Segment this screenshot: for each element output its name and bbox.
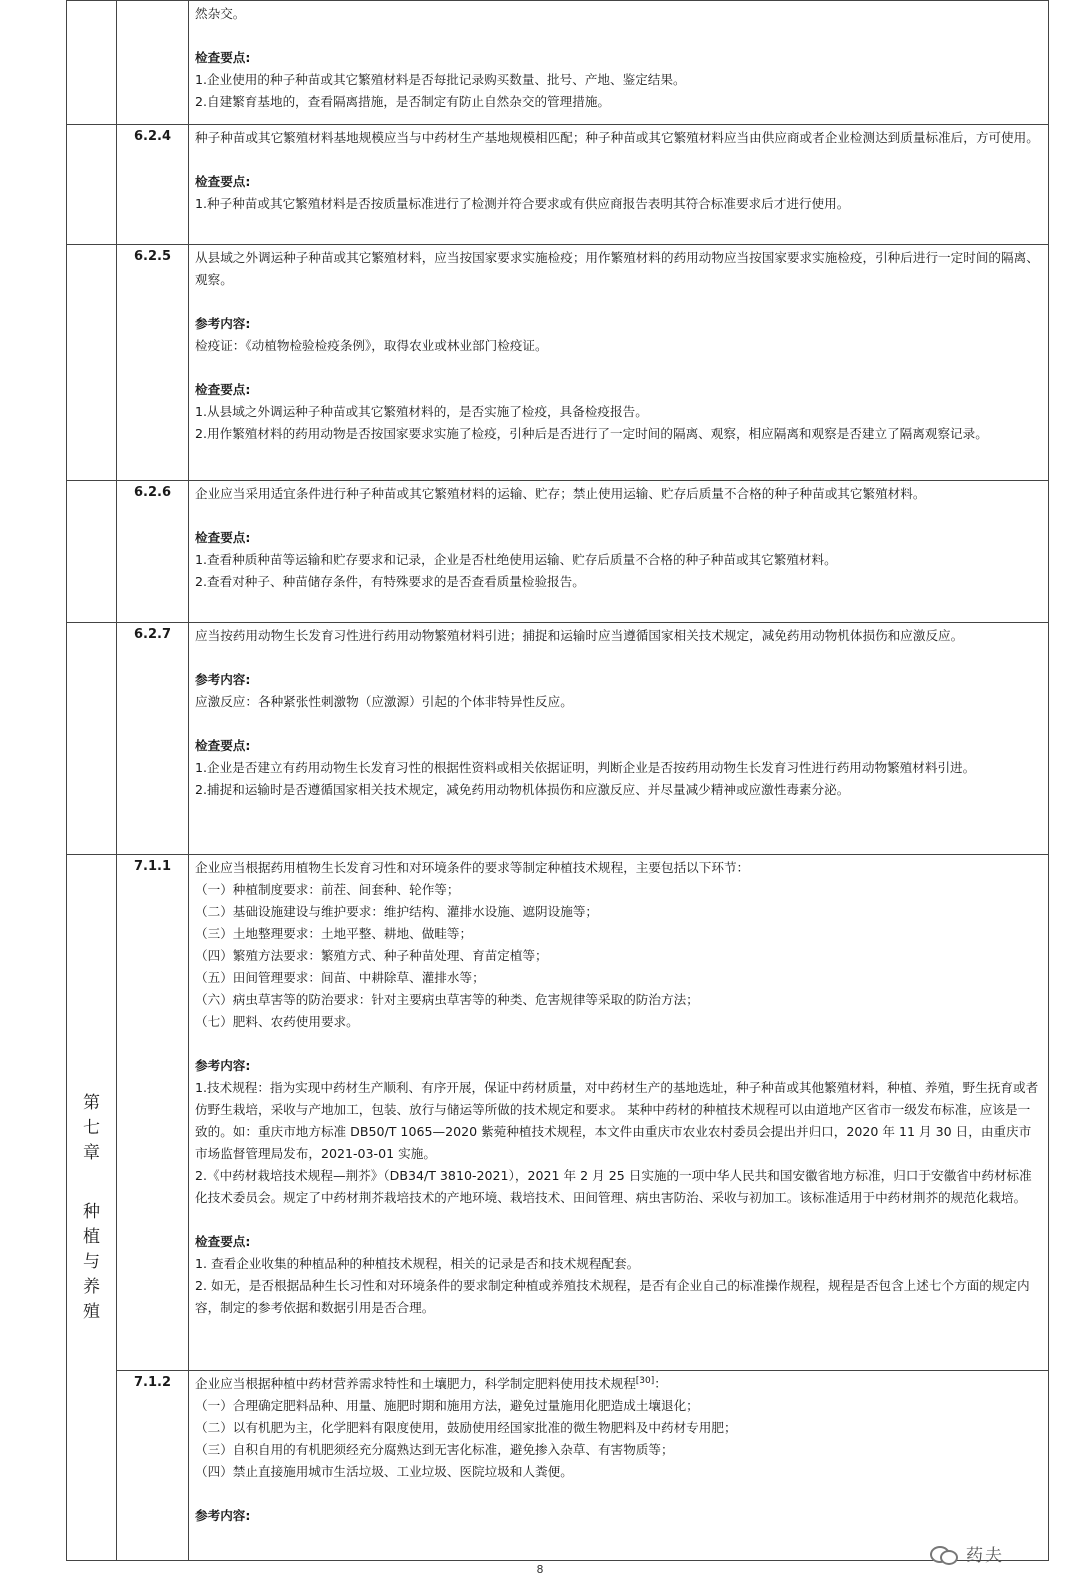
table-row [67, 1371, 1049, 1561]
text-line: （七）肥料、农药使用要求。 [195, 1014, 359, 1029]
clause-lead: 企业应当根据种植中药材营养需求特性和土壤肥力，科学制定肥料使用技术规程[30]： [195, 1375, 667, 1391]
clause-body [189, 245, 1049, 481]
text-line: 2.查看对种子、种苗储存条件，有特殊要求的是否查看质量检验报告。 [195, 574, 585, 589]
chapter-cell [67, 125, 117, 245]
text-line: 企业应当采用适宜条件进行种子种苗或其它繁殖材料的运输、贮存；禁止使用运输、贮存后质量不合格的种子种苗或其它繁殖材料。 [195, 486, 926, 501]
text-line: （一）合理确定肥料品种、用量、施肥时期和施用方法，避免过量施用化肥造成土壤退化； [195, 1398, 699, 1413]
table-row [67, 481, 1049, 623]
text-line: 2. 如无，是否根据品种生长习性和对环境条件的要求制定种植或养殖技术规程，是否有企业自己的标准操作规程，规程是否包含上述七个方面的规定内容，制定的参考依据和数据引用是否合理。 [195, 1278, 1030, 1315]
section-heading: 检查要点: [195, 738, 251, 753]
section-heading: 检查要点: [195, 50, 251, 65]
text-line: 1.查看种质种苗等运输和贮存要求和记录，企业是否杜绝使用运输、贮存后质量不合格的种子种苗或其它繁殖材料。 [195, 552, 837, 567]
spacer [195, 291, 1042, 313]
spacer [195, 505, 1042, 527]
text-line: （三）土地整理要求：土地平整、耕地、做畦等； [195, 926, 473, 941]
clause-body [189, 481, 1049, 623]
clause-number: 6.2.4 [117, 125, 189, 245]
chapter-cell [67, 481, 117, 623]
text-line: 1. 查看企业收集的种植品种的种植技术规程，相关的记录是否和技术规程配套。 [195, 1256, 640, 1271]
watermark-text: 药夫 [966, 1546, 1004, 1566]
chapter-title-cell [67, 855, 117, 1561]
clause-number: 7.1.1 [117, 855, 189, 1371]
section-heading: 检查要点: [195, 382, 251, 397]
text-line: （四）繁殖方法要求：繁殖方式、种子种苗处理、育苗定植等； [195, 948, 548, 963]
watermark [930, 1541, 1004, 1566]
citation-ref: [30] [635, 1375, 655, 1386]
table-row [67, 125, 1049, 245]
text-line: 1.企业使用的种子种苗或其它繁殖材料是否每批记录购买数量、批号、产地、鉴定结果。 [195, 72, 686, 87]
page-number: 8 [536, 1563, 544, 1576]
clause-body [189, 1371, 1049, 1561]
section-heading: 参考内容: [195, 672, 251, 687]
text-line: 从县域之外调运种子种苗或其它繁殖材料，应当按国家要求实施检疫；用作繁殖材料的药用动物应当按国家要求实施检疫，引种后进行一定时间的隔离、观察。 [195, 250, 1039, 287]
spacer [195, 1209, 1042, 1231]
section-heading: 参考内容: [195, 1508, 251, 1523]
chapter-cell [67, 245, 117, 481]
chapter-cell [67, 1, 117, 125]
text-line: 1.技术规程：指为实现中药材生产顺利、有序开展，保证中药材质量，对中药材生产的基地选址，种子种苗或其他繁殖材料，种植、养殖，野生抚育或者仿野生栽培，采收与产地加工，包装、放行与储运等所做的技术规定和要求。 某种中药材的种植技术规程可以由道地产区省市一级发布标准，应该是一致的。如：重庆市地方标准 DB50/T 1065—2020 紫菀种植技术规程，本文件由重庆市农业农村委员会提出并归口，2020 年 11 月 30 日，由重庆市市场监督管理局发布，2021-03-01 实施。 [195, 1080, 1039, 1161]
text-line: 应激反应：各种紧张性刺激物（应激源）引起的个体非特异性反应。 [195, 694, 573, 709]
spacer [195, 1483, 1042, 1505]
chapter-number: 第七章 [83, 1092, 100, 1163]
text-line: （二）基础设施建设与维护要求：维护结构、灌排水设施、遮阴设施等； [195, 904, 598, 919]
text-line: （四）禁止直接施用城市生活垃圾、工业垃圾、医院垃圾和人粪便。 [195, 1464, 573, 1479]
table-row [67, 1, 1049, 125]
section-heading: 参考内容: [195, 1058, 251, 1073]
text-line: 应当按药用动物生长发育习性进行药用动物繁殖材料引进；捕捉和运输时应当遵循国家相关技术规定，减免药用动物机体损伤和应激反应。 [195, 628, 964, 643]
text-line: 1.企业是否建立有药用动物生长发育习性的根据性资料或相关依据证明，判断企业是否按药用动物生长发育习性进行药用动物繁殖材料引进。 [195, 760, 976, 775]
clause-number: 6.2.5 [117, 245, 189, 481]
clause-body [189, 125, 1049, 245]
section-heading: 检查要点: [195, 530, 251, 545]
text-line: （三）自积自用的有机肥须经充分腐熟达到无害化标准，避免掺入杂草、有害物质等； [195, 1442, 674, 1457]
spacer [195, 25, 1042, 47]
spacer [195, 149, 1042, 171]
text-line: 检疫证：《动植物检验检疫条例》，取得农业或林业部门检疫证。 [195, 338, 548, 353]
text-line: 1.从县域之外调运种子种苗或其它繁殖材料的，是否实施了检疫，具备检疫报告。 [195, 404, 648, 419]
clause-number: 7.1.2 [117, 1371, 189, 1561]
spacer [195, 357, 1042, 379]
spacer [195, 1033, 1042, 1055]
text-line: （二）以有机肥为主，化学肥料有限度使用，鼓励使用经国家批准的微生物肥料及中药材专用肥； [195, 1420, 737, 1435]
wechat-icon [930, 1544, 960, 1564]
chapter-name: 种植与养殖 [83, 1201, 100, 1322]
table-row [67, 245, 1049, 481]
spacer [195, 647, 1042, 669]
text-line: （一）种植制度要求：前茬、间套种、轮作等； [195, 882, 460, 897]
text-line: （六）病虫草害等的防治要求：针对主要病虫草害等的种类、危害规律等采取的防治方法； [195, 992, 699, 1007]
document-page [66, 0, 1048, 1562]
clause-number: 6.2.6 [117, 481, 189, 623]
text-line: 2.《中药材栽培技术规程—荆芥》（DB34/T 3810-2021），2021 年 2 月 25 日实施的一项中华人民共和国安徽省地方标准，归口于安徽省中药材标准化技术委员会。规定了中药材荆芥栽培技术的产地环境、栽培技术、田间管理、病虫害防治、采收与初加工。该标准适用于中药材荆芥的规范化栽培。 [195, 1168, 1032, 1205]
inspection-table [66, 0, 1049, 1561]
text-line: 企业应当根据药用植物生长发育习性和对环境条件的要求等制定种植技术规程，主要包括以下环节： [195, 860, 750, 875]
table-row [67, 855, 1049, 1371]
section-heading: 检查要点: [195, 1234, 251, 1249]
chapter-title [81, 1091, 103, 1325]
text-line: 种子种苗或其它繁殖材料基地规模应当与中药材生产基地规模相匹配；种子种苗或其它繁殖材料应当由供应商或者企业检测达到质量标准后，方可使用。 [195, 130, 1039, 145]
clause-body [189, 855, 1049, 1371]
section-heading: 参考内容: [195, 316, 251, 331]
text-line: 2.用作繁殖材料的药用动物是否按国家要求实施了检疫，引种后是否进行了一定时间的隔离、观察，相应隔离和观察是否建立了隔离观察记录。 [195, 426, 988, 441]
text-line: 2.捕捉和运输时是否遵循国家相关技术规定，减免药用动物机体损伤和应激反应、并尽量减少精神或应激性毒素分泌。 [195, 782, 850, 797]
text-line: 1.种子种苗或其它繁殖材料是否按质量标准进行了检测并符合要求或有供应商报告表明其符合标准要求后才进行使用。 [195, 196, 850, 211]
clause-number [117, 1, 189, 125]
clause-body [189, 623, 1049, 855]
section-heading: 检查要点: [195, 174, 251, 189]
table-row [67, 623, 1049, 855]
clause-body [189, 1, 1049, 125]
text-line: 然杂交。 [195, 6, 246, 21]
text-line: （五）田间管理要求：间苗、中耕除草、灌排水等； [195, 970, 485, 985]
spacer [195, 713, 1042, 735]
chapter-cell [67, 623, 117, 855]
text-line: 2.自建繁育基地的，查看隔离措施，是否制定有防止自然杂交的管理措施。 [195, 94, 611, 109]
clause-number: 6.2.7 [117, 623, 189, 855]
